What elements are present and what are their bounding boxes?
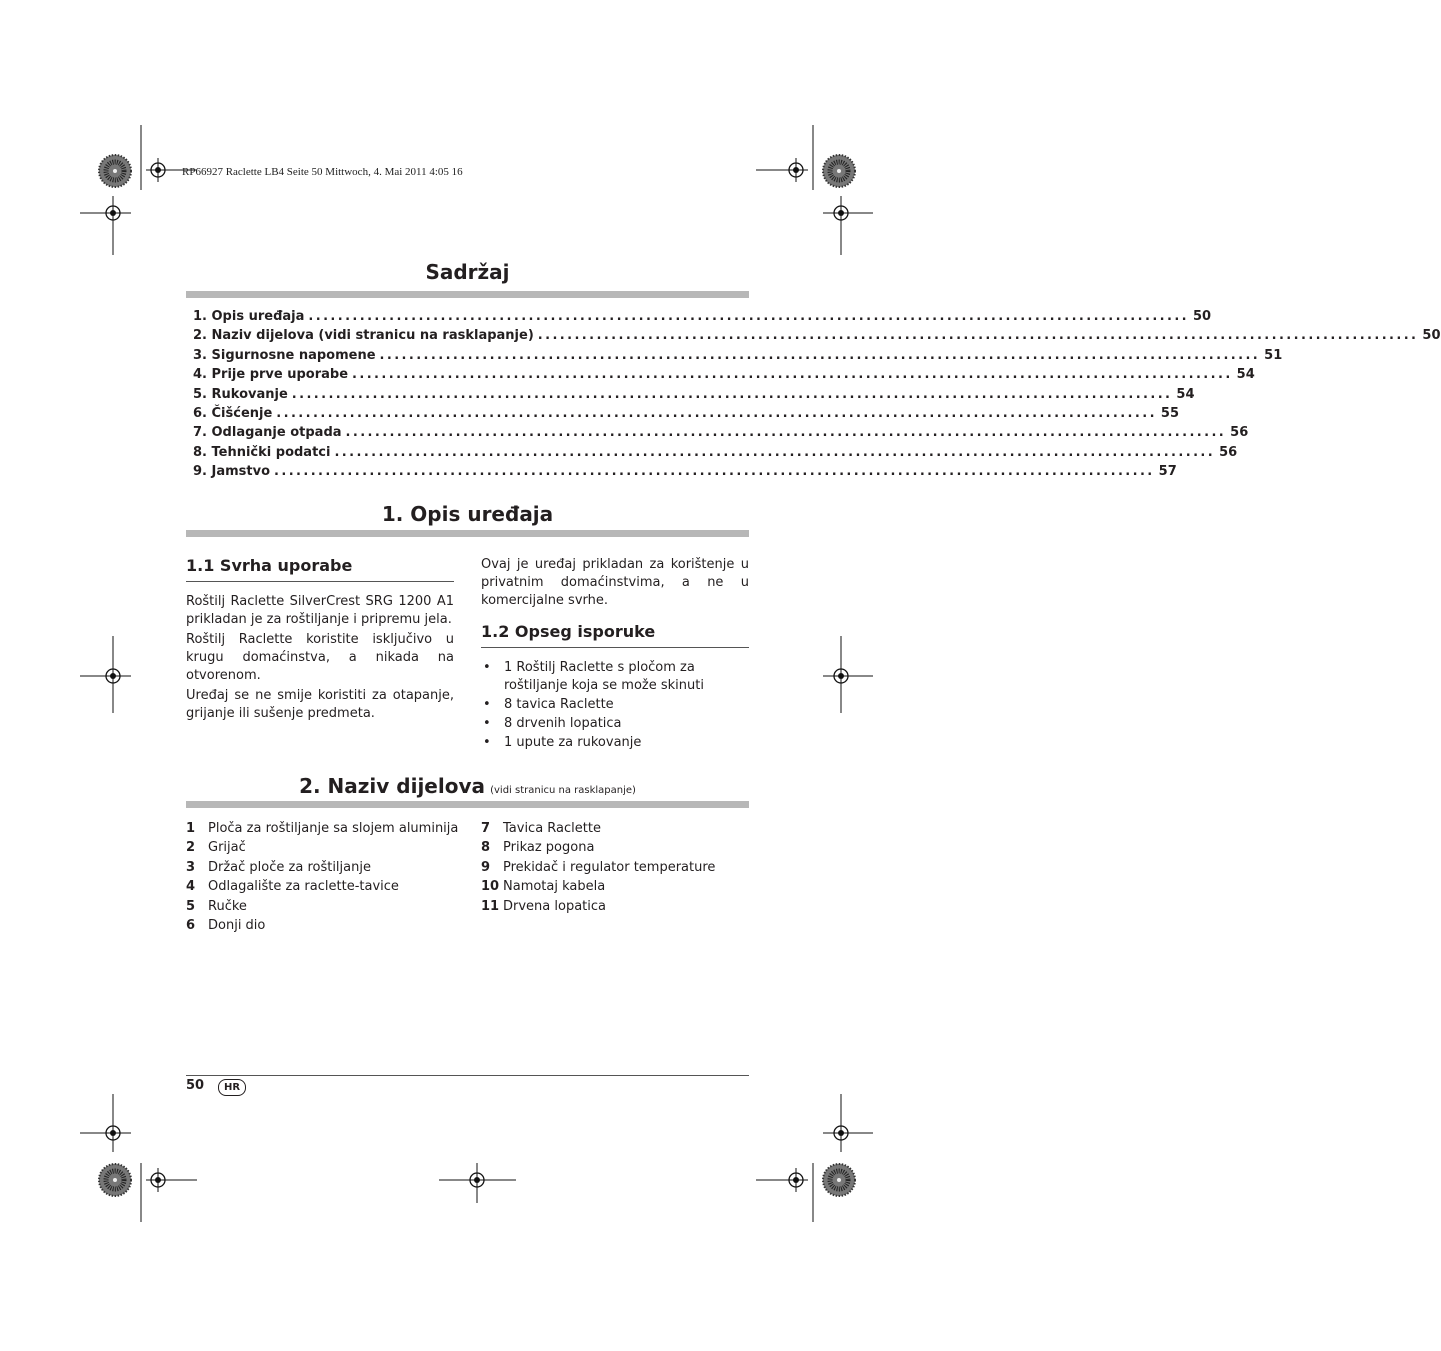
subsection-1-1-heading: 1.1 Svrha uporabe — [186, 556, 353, 575]
toc-entry-page: 50 — [1193, 309, 1212, 324]
part-number: 8 — [481, 840, 491, 856]
part-name: Tavica Raclette — [503, 821, 601, 836]
toc-leader-dots: ........................................................................................................................ — [537, 328, 1419, 344]
part-name: Drvena lopatica — [503, 898, 606, 914]
toc-entry-label: 5. Rukovanje — [193, 386, 288, 402]
part-number: 9 — [481, 859, 491, 875]
part-number: 3 — [186, 859, 196, 875]
subsection-rule — [481, 647, 749, 648]
toc-leader-dots: ........................................................................................................................ — [345, 425, 1227, 441]
toc-entry-label: 1. Opis uređaja — [193, 309, 305, 324]
part-item — [481, 838, 749, 857]
part-number: 7 — [481, 821, 491, 836]
delivery-contents-list — [481, 659, 749, 752]
section1-right-column — [481, 556, 749, 753]
toc-entry-page: 54 — [1236, 367, 1255, 383]
paragraph: Ovaj je uređaj prikladan za korištenje u privatnim domaćinstvima, a ne u komercijalne svrhe. — [481, 557, 749, 608]
part-item — [481, 877, 749, 896]
toc-leader-dots: ........................................................................................................................ — [274, 464, 1155, 480]
toc-title: Sadržaj — [425, 260, 510, 284]
list-item: • 1 upute za rukovanje — [481, 734, 749, 752]
part-name: Odlagalište za raclette-tavice — [208, 879, 399, 895]
list-item: • 8 tavica Raclette — [481, 696, 749, 714]
part-item — [186, 877, 466, 896]
toc-entry-page: 56 — [1230, 425, 1249, 441]
part-name: Prikaz pogona — [503, 840, 595, 856]
part-item — [481, 897, 749, 916]
part-name: Držač ploče za roštiljanje — [208, 859, 371, 875]
list-item: • 8 drvenih lopatica — [481, 715, 749, 733]
toc-entry — [193, 443, 1238, 462]
part-item — [186, 819, 466, 838]
part-number: 10 — [481, 879, 500, 895]
toc-entry — [193, 385, 1195, 404]
page-number: 50 — [186, 1078, 205, 1093]
part-number: 5 — [186, 898, 196, 914]
section2-title: 2. Naziv dijelova — [299, 774, 485, 798]
toc-entry-page: 56 — [1219, 444, 1238, 460]
toc-entry — [193, 326, 1441, 345]
toc-entry-page: 57 — [1158, 464, 1177, 480]
part-item — [186, 897, 466, 916]
print-slug: RP66927 Raclette LB4 Seite 50 Mittwoch, 4. Mai 2011 4:05 16 — [182, 166, 463, 178]
toc-leader-dots: ........................................................................................................................ — [276, 405, 1157, 421]
part-name: Grijač — [208, 840, 246, 856]
section2-note: (vidi stranicu na rasklapanje) — [490, 785, 636, 796]
section1-title: 1. Opis uređaja — [381, 502, 554, 526]
subsection-1-2-heading: 1.2 Opseg isporuke — [481, 622, 656, 641]
part-number: 2 — [186, 840, 196, 856]
toc-entry-page: 54 — [1176, 386, 1195, 402]
toc-entry-label: 3. Sigurnosne napomene — [193, 347, 376, 363]
toc-entry-label: 7. Odlaganje otpada — [193, 425, 342, 441]
toc-entry — [193, 307, 1212, 326]
parts-list-left — [186, 819, 466, 935]
part-name: Prekidač i regulator temperature — [503, 859, 716, 875]
table-of-contents — [193, 307, 1441, 482]
toc-entry-label: 4. Prije prve uporabe — [193, 367, 349, 383]
part-name: Ploča za roštiljanje sa slojem aluminija — [208, 821, 459, 836]
toc-leader-dots: ........................................................................................................................ — [308, 309, 1190, 324]
toc-entry — [193, 423, 1249, 442]
toc-entry — [193, 462, 1177, 481]
parts-list-right — [481, 819, 749, 916]
part-name: Donji dio — [208, 918, 266, 934]
toc-entry — [193, 404, 1180, 423]
part-item — [186, 916, 466, 935]
section2-heading — [186, 774, 749, 798]
toc-entry-label: 8. Tehnički podatci — [193, 444, 331, 460]
part-number: 11 — [481, 898, 500, 914]
toc-entry-label: 2. Naziv dijelova (vidi stranicu na rasklapanje) — [193, 328, 534, 344]
language-badge: HR — [218, 1079, 246, 1096]
section1-rule — [186, 530, 749, 537]
part-name: Namotaj kabela — [503, 879, 606, 895]
part-item — [186, 858, 466, 877]
section1-left-column — [186, 556, 454, 725]
footer-rule — [186, 1075, 749, 1076]
toc-leader-dots: ........................................................................................................................ — [334, 444, 1216, 460]
paragraph: Roštilj Raclette SilverCrest SRG 1200 A1 prikladan je za roštiljanje i pripremu jela. — [186, 594, 454, 627]
part-item — [481, 819, 749, 838]
section2-rule — [186, 801, 749, 808]
toc-entry-page: 50 — [1422, 328, 1441, 344]
toc-entry — [193, 365, 1255, 384]
part-number: 4 — [186, 879, 196, 895]
toc-entry-page: 55 — [1160, 405, 1180, 421]
paragraph: Roštilj Raclette koristite isključivo u krugu domaćinstva, a nikada na otvorenom. — [186, 632, 454, 683]
toc-leader-dots: ........................................................................................................................ — [352, 367, 1233, 383]
part-item — [186, 838, 466, 857]
part-number: 1 — [186, 821, 196, 836]
toc-rule — [186, 291, 749, 298]
toc-leader-dots: ........................................................................................................................ — [379, 347, 1261, 363]
part-item — [481, 858, 749, 877]
list-item: • 1 Roštilj Raclette s pločom za roštiljanje koja se može skinuti — [481, 659, 749, 695]
toc-entry-label: 9. Jamstvo — [193, 464, 271, 480]
toc-entry-page: 51 — [1264, 347, 1283, 363]
part-number: 6 — [186, 918, 196, 934]
toc-entry-label: 6. Čišćenje — [193, 405, 273, 421]
toc-entry — [193, 346, 1283, 365]
paragraph: Uređaj se ne smije koristiti za otapanje, grijanje ili sušenje predmeta. — [186, 688, 454, 721]
subsection-rule — [186, 581, 454, 582]
toc-leader-dots: ........................................................................................................................ — [291, 386, 1173, 402]
part-name: Ručke — [208, 898, 247, 914]
